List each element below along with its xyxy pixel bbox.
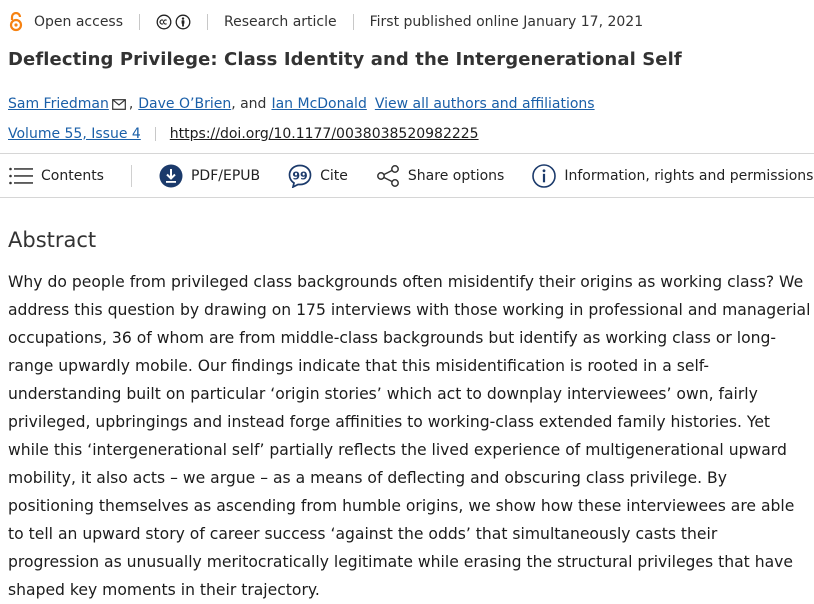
cite-button[interactable]	[288, 164, 348, 188]
view-all-authors-link[interactable]: View all authors and affiliations	[374, 96, 595, 112]
divider	[131, 165, 132, 187]
issue-link[interactable]: Volume 55, Issue 4	[8, 126, 141, 142]
svg-text:99: 99	[292, 169, 308, 182]
author-separator: ,	[128, 96, 134, 112]
mail-icon[interactable]	[112, 99, 126, 110]
download-icon	[159, 164, 183, 188]
cc-icon	[156, 14, 172, 30]
divider	[353, 14, 354, 30]
divider	[155, 127, 156, 141]
abstract-heading: Abstract	[8, 228, 97, 252]
information-rights-label: Information, rights and permissions	[564, 167, 814, 184]
cite-label: Cite	[320, 167, 348, 184]
author-link[interactable]: Ian McDonald	[271, 96, 367, 112]
share-icon	[376, 164, 400, 188]
menu-icon	[9, 166, 33, 186]
author-link[interactable]: Sam Friedman	[8, 96, 109, 112]
info-icon	[532, 164, 556, 188]
article-meta	[8, 8, 643, 36]
pdf-epub-button[interactable]	[159, 164, 260, 188]
share-options-button[interactable]	[376, 164, 504, 188]
article-toolbar	[0, 153, 814, 198]
article-title: Deflecting Privilege: Class Identity and the Intergenerational Self	[8, 49, 682, 70]
article-type: Research article	[224, 14, 337, 30]
by-icon	[175, 14, 191, 30]
abstract-text: Why do people from privileged class backgrounds often misidentify their origins as working class? We address this question by drawing on 175 interviews with those working in professional and managerial occupations, 36 of whom are from middle-class backgrounds but identify as working class or long-range upwardly mobile. Our findings indicate that this misidentification is rooted in a self-understanding built on particular ‘origin stories’ which act to downplay interviewees’ own, fairly privileged, upbringings and instead forge affinities to working-class extended family histories. Yet while this ‘intergenerational self’ partially reflects the lived experience of multigenerational upward mobility, it also acts – we argue – as a means of deflecting and obscuring class privilege. By positioning themselves as ascending from humble origins, we show how these interviewees are able to tell an upward story of career success ‘against the odds’ that simultaneously casts their progression as unusually meritocratically legitimate while erasing the structural privileges that have shaped key moments in their trajectory.	[8, 273, 811, 599]
publication-date: First published online January 17, 2021	[369, 14, 644, 30]
share-options-label: Share options	[407, 167, 505, 184]
license-icons[interactable]	[156, 14, 191, 30]
issue-info	[8, 126, 479, 142]
contents-button[interactable]	[9, 166, 104, 186]
author-separator: , and	[231, 96, 267, 112]
author-list	[8, 96, 595, 112]
doi-link[interactable]: https://doi.org/10.1177/0038038520982225	[169, 126, 479, 142]
quote-icon	[288, 164, 312, 188]
divider	[207, 14, 208, 30]
contents-label: Contents	[41, 167, 104, 184]
information-rights-button[interactable]	[532, 164, 813, 188]
open-access-label: Open access	[34, 14, 124, 30]
divider	[139, 14, 140, 30]
author-link[interactable]: Dave O’Brien	[138, 96, 232, 112]
pdf-epub-label: PDF/EPUB	[190, 167, 261, 184]
open-access-icon	[8, 12, 24, 32]
